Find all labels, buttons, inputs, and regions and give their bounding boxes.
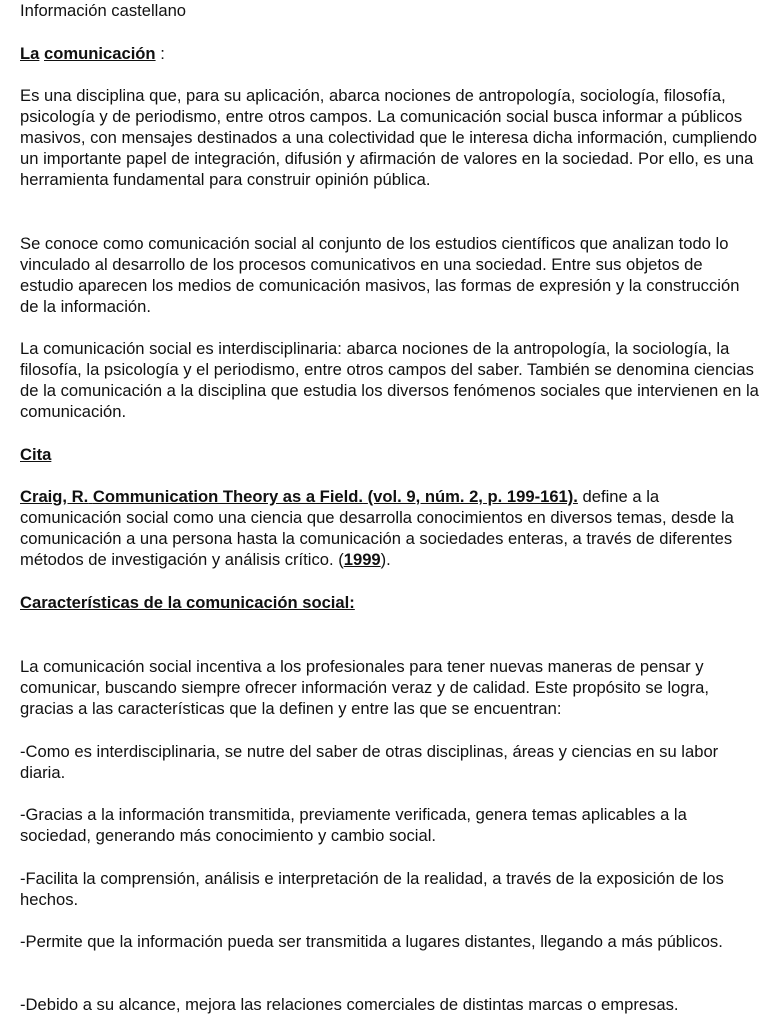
- citation-author: Craig, R.: [20, 487, 89, 506]
- heading-cita: Cita: [20, 445, 52, 464]
- list-item-comprension: -Facilita la comprensión, análisis e interpretación de la realidad, a través de la exposición de los hechos.: [20, 869, 724, 909]
- list-item-lugares-distantes: -Permite que la información pueda ser transmitida a lugares distantes, llegando a más públicos.: [20, 932, 723, 951]
- heading-comunicacion: [20, 43, 760, 64]
- citation-paragraph: [20, 486, 760, 570]
- paragraph-estudios: Se conoce como comunicación social al conjunto de los estudios científicos que analizan todo lo vinculado al desarrollo de los procesos comunicativos en una sociedad. Entre sus objetos de estudio aparecen los medios de comunicación masivos, las formas de expresión y la construcción de la información.: [20, 234, 740, 316]
- heading-comunicacion-part1: La: [20, 44, 40, 63]
- heading-caracteristicas: Características de la comunicación social:: [20, 593, 355, 612]
- paragraph-definicion: Es una disciplina que, para su aplicación, abarca nociones de antropología, sociología, filosofía, psicología y de periodismo, entre otros campos. La comunicación social busca informar a públicos masivos, con mensajes destinados a una colectividad que le interesa dicha información, cumpliendo un importante papel de integración, difusión y afirmación de valores en la sociedad. Por ello, es una herramienta fundamental para construir opinión pública.: [20, 86, 757, 189]
- heading-comunicacion-suffix: :: [155, 44, 165, 63]
- list-item-interdisciplinaria: -Como es interdisciplinaria, se nutre del saber de otras disciplinas, áreas y ciencias en su labor diaria.: [20, 742, 719, 782]
- list-item-informacion-transmitida: -Gracias a la información transmitida, previamente verificada, genera temas aplicables a la sociedad, generando más conocimiento y cambio social.: [20, 805, 687, 845]
- document-title: Información castellano: [20, 1, 187, 20]
- citation-year-link[interactable]: 1999: [343, 550, 381, 569]
- heading-comunicacion-part2: comunicación: [44, 44, 156, 63]
- citation-ref: (vol. 9, núm. 2, p. 199-161).: [367, 487, 578, 506]
- citation-text: define a la comunicación social como una ciencia que desarrolla conocimientos en diversos temas, desde la comunicación a una persona hasta la comunicación a sociedades enteras, a través de diferentes métodos de investigación y análisis crítico. (: [20, 487, 734, 569]
- paragraph-caracteristicas-intro: La comunicación social incentiva a los profesionales para tener nuevas maneras de pensar y comunicar, buscando siempre ofrecer información veraz y de calidad. Este propósito se logra, gracias a las características que la definen y entre las que se encuentran:: [20, 657, 709, 718]
- citation-work: Communication Theory as a Field.: [92, 487, 364, 506]
- citation-close: ).: [380, 550, 391, 569]
- paragraph-interdisciplinaria: La comunicación social es interdisciplinaria: abarca nociones de la antropología, la sociología, la filosofía, la psicología y el periodismo, entre otros campos del saber. También se denomina ciencias de la comunicación a la disciplina que estudia los diversos fenómenos sociales que intervienen en la comunicación.: [20, 339, 759, 421]
- list-item-relaciones-comerciales: -Debido a su alcance, mejora las relaciones comerciales de distintas marcas o empresas.: [20, 995, 679, 1014]
